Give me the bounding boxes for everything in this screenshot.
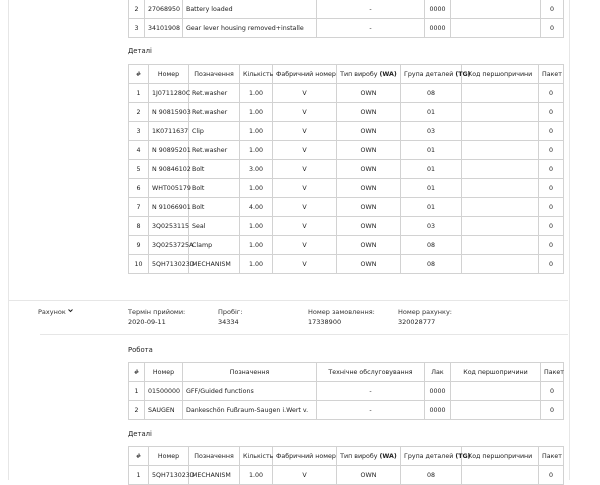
cell-group: 01 [401,160,462,179]
cell-packet: 0 [539,84,564,103]
cell-number: 3Q0253725A [149,236,189,255]
cell-number: 3Q0253115 [149,217,189,236]
cell-packet: 0 [541,382,564,401]
col-name: Позначення [183,363,317,382]
chevron-down-icon [68,308,73,313]
col-number: Номер [149,447,189,466]
cell-number: WHT005179 [149,179,189,198]
cell-qty: 1.00 [240,217,273,236]
cell-packet: 0 [539,236,564,255]
cell-qty: 1.00 [240,179,273,198]
work-row [129,19,564,38]
cell-factory: V [273,255,337,274]
work-table [128,362,564,420]
cell-group: 08 [401,255,462,274]
cell-type: OWN [337,122,401,141]
cell-number: 01500000 [145,382,183,401]
section-divider [8,300,568,301]
invoice-label: Номер рахунку: [398,308,452,316]
cell-qty: 1.00 [240,236,273,255]
cell-packet: 0 [539,160,564,179]
cell-n: 3 [129,122,149,141]
cell-n: 1 [129,84,149,103]
cell-qty: 1.00 [240,255,273,274]
detail-row [129,160,564,179]
cell-number: 27068950 [145,0,183,19]
cell-number: 5QH713023D [149,466,189,485]
cell-group: 01 [401,141,462,160]
cell-type: OWN [337,466,401,485]
cell-number: 5QH713023D [149,255,189,274]
detail-row [129,255,564,274]
cell-n: 10 [129,255,149,274]
cell-type: OWN [337,198,401,217]
cell-type: OWN [337,84,401,103]
cell-factory: V [273,236,337,255]
cell-packet: 0 [541,19,564,38]
cell-cause [462,84,539,103]
cell-type: OWN [337,236,401,255]
cell-service: - [317,0,425,19]
cell-factory: V [273,141,337,160]
cell-type: OWN [337,179,401,198]
cell-n: 8 [129,217,149,236]
col-group: Група деталей (TG) [401,65,462,84]
cell-service: - [317,401,425,420]
cell-packet: 0 [539,466,564,485]
cell-name: Bolt [189,198,240,217]
details-title: Деталі [128,47,152,55]
invoice-divider [40,334,568,335]
col-qty: Кількість [240,447,273,466]
cell-packet: 0 [539,255,564,274]
cell-name: Clamp [189,236,240,255]
col-packet: Пакет [541,363,564,382]
detail-row [129,141,564,160]
cell-name: Bolt [189,160,240,179]
cell-number: SAUGEN [145,401,183,420]
col-lak: Лак [425,363,451,382]
cell-type: OWN [337,217,401,236]
col-name: Позначення [189,447,240,466]
col-cause: Код першопричини [451,363,541,382]
cell-number: N 90815903 [149,103,189,122]
cell-n: 7 [129,198,149,217]
cell-packet: 0 [541,0,564,19]
detail-row [129,198,564,217]
cell-cause [462,217,539,236]
cell-factory: V [273,217,337,236]
cell-type: OWN [337,141,401,160]
work-title: Робота [128,346,153,354]
cell-cause [462,122,539,141]
cell-group: 01 [401,179,462,198]
col-cause: Код першопричини [462,447,539,466]
cell-type: OWN [337,160,401,179]
work-header-row [129,363,564,382]
cell-qty: 1.00 [240,103,273,122]
cell-packet: 0 [539,217,564,236]
cell-cause [462,141,539,160]
cell-packet: 0 [539,122,564,141]
col-packet: Пакет [539,65,564,84]
cell-packet: 0 [539,198,564,217]
order-label: Номер замовлення: [308,308,375,316]
cell-n: 4 [129,141,149,160]
cell-lak: 0000 [425,19,451,38]
cell-group: 01 [401,198,462,217]
details2-header-row [129,447,564,466]
work-row [129,382,564,401]
cell-packet: 0 [539,179,564,198]
cell-lak: 0000 [425,401,451,420]
cell-qty: 1.00 [240,141,273,160]
cell-service: - [317,19,425,38]
cell-name: Dankeschön Fußraum-Saugen i.Wert v. [183,401,317,420]
cell-n: 2 [129,0,145,19]
cell-cause [462,198,539,217]
cell-name: Ret.washer [189,141,240,160]
col-group: Група деталей (TG) [401,447,462,466]
date-label: Термін прийоми: [128,308,186,316]
cell-name: MECHANISM [189,466,240,485]
cell-factory: V [273,84,337,103]
work-table-top [128,0,564,38]
cell-qty: 4.00 [240,198,273,217]
cell-name: GFF/Guided functions [183,382,317,401]
cell-cause [451,0,541,19]
col-number: Номер [149,65,189,84]
col-factory: Фабричний номер [273,447,337,466]
detail-row [129,217,564,236]
cell-name: Gear lever housing removed+installe [183,19,317,38]
cell-cause [462,255,539,274]
col-type: Тип виробу (WA) [337,447,401,466]
cell-factory: V [273,122,337,141]
mileage-value: 34334 [218,318,239,326]
cell-number: N 91066901 [149,198,189,217]
cell-number: N 90846102 [149,160,189,179]
detail-row [129,236,564,255]
cell-name: Ret.washer [189,84,240,103]
cell-cause [451,19,541,38]
col-name: Позначення [189,65,240,84]
cell-cause [462,466,539,485]
cell-cause [462,179,539,198]
col-service: Технічне обслуговування [317,363,425,382]
order-value: 17338900 [308,318,342,326]
details-header-row [129,65,564,84]
cell-name: Seal [189,217,240,236]
col-type: Тип виробу (WA) [337,65,401,84]
cell-cause [451,382,541,401]
cell-packet: 0 [541,401,564,420]
cell-n: 9 [129,236,149,255]
cell-n: 6 [129,179,149,198]
cell-type: OWN [337,255,401,274]
cell-group: 08 [401,466,462,485]
detail-row [129,122,564,141]
cell-group: 03 [401,122,462,141]
cell-factory: V [273,179,337,198]
cell-name: Bolt [189,179,240,198]
cell-factory: V [273,198,337,217]
cell-number: 1K0711637 [149,122,189,141]
detail-row [129,466,564,485]
cell-qty: 1.00 [240,466,273,485]
cell-cause [462,160,539,179]
cell-number: 1J0711280C [149,84,189,103]
col-factory: Фабричний номер [273,65,337,84]
cell-n: 1 [129,382,145,401]
cell-lak: 0000 [425,382,451,401]
cell-cause [462,236,539,255]
cell-packet: 0 [539,103,564,122]
detail-row [129,103,564,122]
cell-name: Clip [189,122,240,141]
cell-qty: 3.00 [240,160,273,179]
col-n: # [129,363,145,382]
cell-group: 08 [401,84,462,103]
cell-n: 5 [129,160,149,179]
mileage-label: Пробіг: [218,308,243,316]
cell-factory: V [273,160,337,179]
cell-group: 03 [401,217,462,236]
cell-n: 2 [129,103,149,122]
invoice-value: 320028777 [398,318,436,326]
cell-type: OWN [337,103,401,122]
col-qty: Кількість [240,65,273,84]
cell-packet: 0 [539,141,564,160]
cell-number: N 90895201 [149,141,189,160]
cell-group: 01 [401,103,462,122]
cell-service: - [317,382,425,401]
date-value: 2020-09-11 [128,318,166,326]
details2-title: Деталі [128,430,152,438]
cell-lak: 0000 [425,0,451,19]
cell-name: MECHANISM [189,255,240,274]
cell-group: 08 [401,236,462,255]
invoice-toggle[interactable]: Рахунок [38,308,73,316]
cell-factory: V [273,103,337,122]
col-packet: Пакет [539,447,564,466]
cell-cause [451,401,541,420]
details-table [128,64,564,274]
col-n: # [129,65,149,84]
cell-number: 34101908 [145,19,183,38]
cell-factory: V [273,466,337,485]
cell-n: 1 [129,466,149,485]
col-cause: Код першопричини [462,65,539,84]
cell-name: Ret.washer [189,103,240,122]
cell-qty: 1.00 [240,84,273,103]
work-row [129,0,564,19]
work-row [129,401,564,420]
col-n: # [129,447,149,466]
detail-row [129,179,564,198]
cell-n: 3 [129,19,145,38]
cell-cause [462,103,539,122]
cell-name: Battery loaded [183,0,317,19]
cell-n: 2 [129,401,145,420]
details2-table [128,446,564,485]
col-number: Номер [145,363,183,382]
detail-row [129,84,564,103]
cell-qty: 1.00 [240,122,273,141]
